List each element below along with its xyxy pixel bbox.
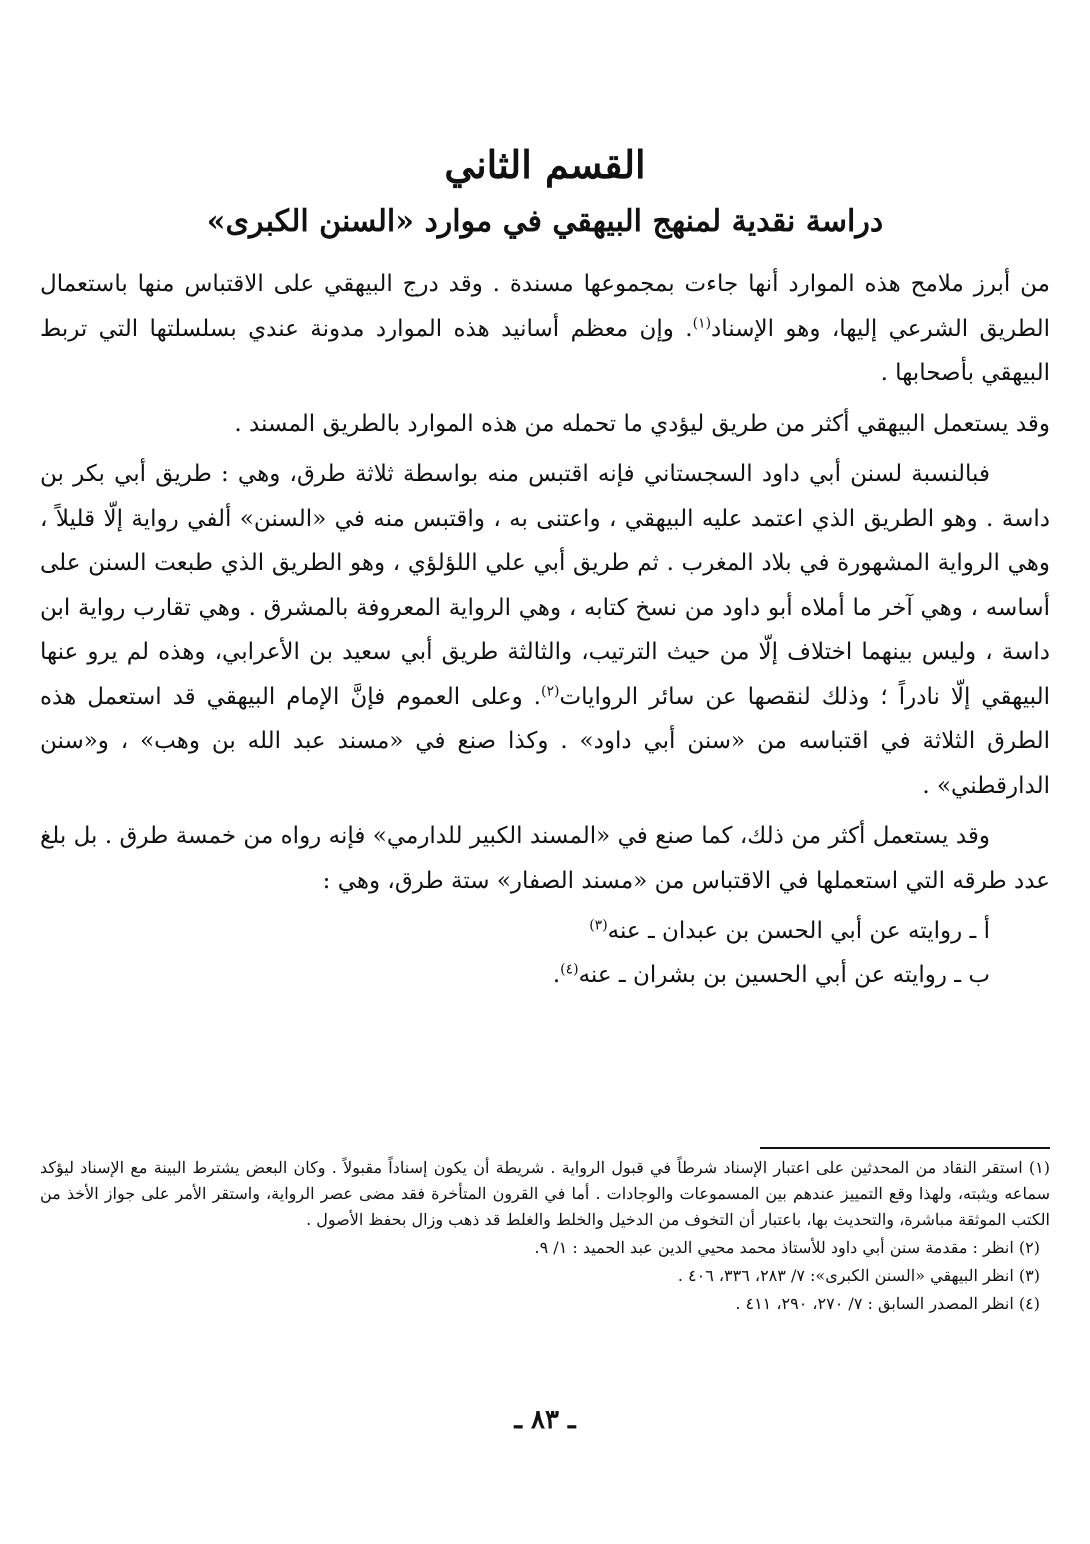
list-item-a: [40, 909, 1050, 953]
paragraph-3: [40, 452, 1050, 808]
page-number: ـ ٨٣ ـ: [514, 1405, 576, 1435]
list-item-b-text: ب ـ روايته عن أبي الحسين بن بشران ـ عنه: [578, 962, 990, 988]
footnote-ref-1: (١): [692, 314, 712, 331]
footnote-1: (١) استقر النقاد من المحدثين على اعتبار الإسناد شرطاً في قبول الرواية . شريطة أن يكون إسناداً مقبولاً . وكان البعض يشترط البينة مع الإسناد ليؤكد سماعه ويثبته، ولهذا وقع التمييز عندهم بين المسموعات والوجادات . أما في القرون المتأخرة فقد مضى عصر الرواية، واستقر الأمر على جواز الأخذ من الكتب الموثقة مباشرة، والتحديث بها، باعتبار أن التخوف من الدخيل والخلط والغلط قد ذهب وزال بحفظ الأصول .: [40, 1158, 1050, 1229]
list-item-b: [40, 953, 1050, 997]
paragraph-4: وقد يستعمل أكثر من ذلك، كما صنع في «المسند الكبير للدارمي» فإنه رواه من خمسة طرق . بل بلغ عدد طرقه التي استعملها في الاقتباس من «مسند الصفار» ستة طرق، وهي :: [40, 823, 1050, 894]
paragraph-1-text-b: . وإن معظم أسانيد هذه الموارد مدونة عندي بسلسلتها التي تربط البيهقي بأصحابها .: [40, 315, 1050, 386]
footnotes: [40, 1155, 1050, 1319]
footnote-ref-4: (٤): [560, 961, 579, 978]
section-subtitle: دراسة نقدية لمنهج البيهقي في موارد «السنن الكبرى»: [206, 204, 884, 239]
paragraph-1: [40, 262, 1050, 396]
paragraph-3-text-a: فبالنسبة لسنن أبي داود السجستاني فإنه اقتبس منه بواسطة ثلاثة طرق، وهي : طريق أبي بكر بن داسة . وهو الطريق الذي اعتمد عليه البيهقي ، واعتنى به ، واقتبس منه في «السنن» ألفي رواية إلّا قليلاً ، وهي الرواية المشهورة في بلاد المغرب . ثم طريق أبي علي اللؤلؤي ، وهو الطريق الذي طبعت السنن على أساسه ، وهي آخر ما أملاه أبو داود من نسخ كتابه ، وهي الرواية المعروفة بالمشرق . وهي تقارب رواية ابن داسة ، وليس بينهما اختلاف إلّا من حيث الترتيب، والثالثة طريق أبي سعيد بن الأعرابي، وهذه لم يرو عنها البيهقي إلّا نادراً ؛ وذلك لنقصها عن سائر الروايات: [40, 461, 1050, 710]
paragraph-2: وقد يستعمل البيهقي أكثر من طريق ليؤدي ما تحمله من هذه الموارد بالطريق المسند .: [234, 410, 1050, 437]
list-item-a-text: أ ـ روايته عن أبي الحسن بن عبدان ـ عنه: [607, 918, 990, 944]
footnote-separator: [760, 1147, 1050, 1149]
footnote-ref-2: (٢): [540, 682, 560, 699]
footnote-4: (٤) انظر المصدر السابق : ٧/ ٢٧٠، ٢٩٠، ٤١١ .: [735, 1294, 1040, 1313]
footnote-3: (٣) انظر البيهقي «السنن الكبرى»: ٧/ ٢٨٣، ٣٣٦، ٤٠٦ .: [677, 1266, 1040, 1285]
book-page: [40, 0, 1050, 1544]
footnote-2: (٢) انظر : مقدمة سنن أبي داود للأستاذ محمد محيي الدين عبد الحميد : ١/ ٩.: [534, 1238, 1040, 1257]
paragraph-3-text-b: . وعلى العموم فإنَّ الإمام البيهقي قد استعمل هذه الطرق الثلاثة في اقتباسه من «سنن أبي داود» . وكذا صنع في «مسند عبد الله بن وهب» ، و«سنن الدارقطني» .: [40, 683, 1050, 799]
footnote-ref-3: (٣): [589, 917, 608, 934]
list-item-b-end: .: [552, 962, 561, 988]
section-title: القسم الثاني: [444, 142, 646, 187]
main-text: [40, 262, 1050, 997]
paragraph-1-text-a: من أبرز ملامح هذه الموارد أنها جاءت بمجموعها مسندة . وقد درج البيهقي على الاقتباس منها باستعمال الطريق الشرعي إليها، وهو الإسناد: [40, 271, 1050, 342]
